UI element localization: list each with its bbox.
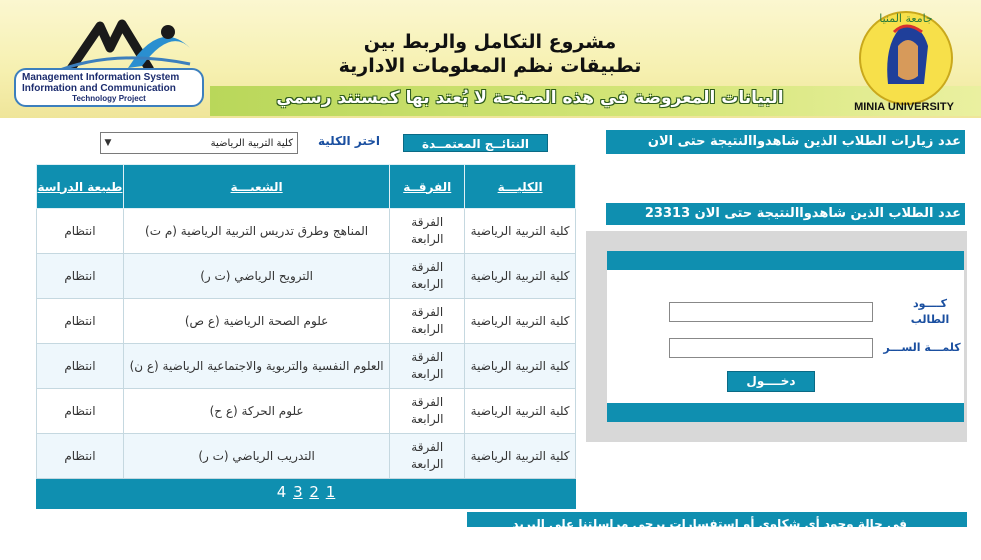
cell-college: كلية التربية الرياضية — [465, 389, 576, 434]
table-row[interactable] — [37, 299, 576, 344]
header-year[interactable]: الفرقــة — [390, 165, 465, 209]
cell-college: كلية التربية الرياضية — [465, 254, 576, 299]
cell-study-type: انتظام — [37, 389, 124, 434]
header-study-type[interactable]: طبيعة الدراسة — [37, 165, 124, 209]
mis-line-1: Management Information System — [22, 72, 180, 83]
cell-study-type: انتظام — [37, 434, 124, 479]
results-table — [36, 164, 576, 479]
college-select[interactable] — [100, 132, 298, 154]
password-label: كلمـــة الســـر — [883, 341, 961, 354]
cell-study-type: انتظام — [37, 299, 124, 344]
cell-college: كلية التربية الرياضية — [465, 344, 576, 389]
mis-logo-text — [14, 68, 204, 107]
chevron-down-icon[interactable]: ▼ — [104, 138, 112, 148]
college-label: اختر الكلية — [318, 134, 380, 148]
cell-study-type: انتظام — [37, 209, 124, 254]
university-name: MINIA UNIVERSITY — [854, 101, 954, 113]
login-header-bar — [607, 251, 964, 270]
university-logo-icon — [844, 6, 964, 114]
cell-college: كلية التربية الرياضية — [465, 299, 576, 344]
viewers-counter: عدد الطلاب الذين شاهدواالنتيجة حتى الان 23313 — [606, 203, 965, 225]
cell-year: الفرقة الرابعة — [390, 344, 465, 389]
table-row[interactable] — [37, 434, 576, 479]
login-button[interactable]: دخــــول — [727, 371, 815, 392]
cell-year: الفرقة الرابعة — [390, 299, 465, 344]
cell-branch: العلوم النفسية والتربوية والاجتماعية الرياضية (ع ن) — [123, 344, 389, 389]
pagination — [36, 483, 576, 501]
mis-line-3: Technology Project — [72, 94, 146, 103]
header-branch[interactable]: الشعبـــة — [123, 165, 389, 209]
project-title — [290, 30, 690, 78]
cell-branch: علوم الحركة (ع ح) — [123, 389, 389, 434]
page-link[interactable]: 2 — [309, 483, 319, 501]
table-row[interactable] — [37, 254, 576, 299]
footer-notice-text: في حالة وجود أي شكاوى أو استفسارات يرجى مراسلتنا على البريد الالكتروني — [512, 517, 907, 555]
cell-branch: الترويح الرياضي (ت ر) — [123, 254, 389, 299]
table-header-row — [37, 165, 576, 209]
mis-line-2: Information and Communication — [22, 83, 176, 94]
cell-study-type: انتظام — [37, 254, 124, 299]
cell-college: كلية التربية الرياضية — [465, 434, 576, 479]
cell-year: الفرقة الرابعة — [390, 389, 465, 434]
university-arabic-name: جامعة المنيا — [879, 12, 933, 25]
login-footer-bar — [607, 403, 964, 422]
project-title-line-1: مشروع التكامل والربط بين — [363, 31, 617, 53]
page-link[interactable]: 4 — [276, 483, 287, 501]
project-title-line-2: تطبيقات نظم المعلومات الادارية — [338, 55, 642, 77]
disclaimer-text: البيانات المعروضة في هذه الصفحة لا يُعتد بها كمستند رسمي — [276, 88, 784, 108]
cell-year: الفرقة الرابعة — [390, 254, 465, 299]
header-banner — [0, 0, 981, 118]
cell-branch: المناهج وطرق تدريس التربية الرياضية (م ت) — [123, 209, 389, 254]
table-row[interactable] — [37, 344, 576, 389]
page-link[interactable]: 3 — [293, 483, 303, 501]
table-row[interactable] — [37, 209, 576, 254]
approved-results-tab[interactable]: النتائــج المعتمــدة — [403, 134, 548, 152]
cell-study-type: انتظام — [37, 344, 124, 389]
student-code-label: كــــود الطالب — [910, 297, 950, 326]
college-select-value: كلية التربية الرياضية — [210, 137, 293, 149]
header-college[interactable]: الكليـــة — [465, 165, 576, 209]
page-link[interactable]: 1 — [325, 483, 336, 501]
student-code-input[interactable] — [669, 302, 873, 322]
footer-notice-bar — [467, 512, 967, 555]
cell-year: الفرقة الرابعة — [390, 209, 465, 254]
table-row[interactable] — [37, 389, 576, 434]
cell-branch: علوم الصحة الرياضية (ع ص) — [123, 299, 389, 344]
visits-counter: عدد زيارات الطلاب الذين شاهدواالنتيجة حتى الان 183995 — [606, 130, 965, 154]
cell-college: كلية التربية الرياضية — [465, 209, 576, 254]
cell-year: الفرقة الرابعة — [390, 434, 465, 479]
password-input[interactable] — [669, 338, 873, 358]
login-form — [607, 251, 964, 422]
cell-branch: التدريب الرياضي (ت ر) — [123, 434, 389, 479]
